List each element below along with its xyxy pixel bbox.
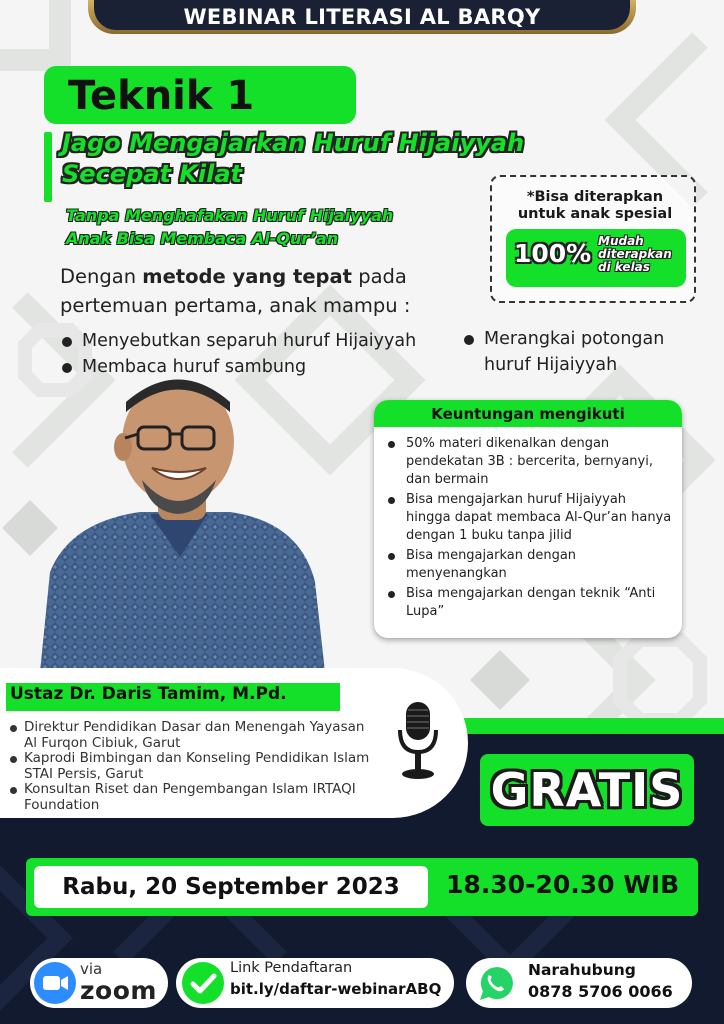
registration-label: Link Pendaftaran [230, 960, 353, 976]
list-item: Direktur Pendidikan Dasar dan Menengah Yayasan Al Furqon Cibiuk, Garut [10, 720, 370, 751]
header-title: WEBINAR LITERASI AL BARQY [183, 5, 541, 29]
contact-number[interactable]: 0878 5706 0066 [528, 982, 673, 1001]
speaker-photo [30, 372, 330, 672]
accent-bar [44, 132, 52, 202]
event-date: Rabu, 20 September 2023 [62, 874, 400, 900]
benefits-card [374, 400, 682, 638]
subheadline-line-1: Tanpa Menghafakan Huruf Hijaiyyah [66, 206, 394, 225]
easy-apply-badge [506, 229, 686, 287]
intro-suffix: pada pertemuan pertama, anak mampu : [60, 265, 411, 317]
list-item: Kaprodi Bimbingan dan Konseling Pendidikan Islam STAI Persis, Garut [10, 751, 370, 782]
list-item: Membaca huruf sambung [60, 354, 480, 380]
percent-label: 100% [514, 239, 592, 268]
list-item: Bisa mengajarkan huruf Hijaiyyah hingga dapat membaca Al-Qur’an hanya dengan 1 buku tanpa jilid [382, 491, 672, 545]
list-item: Menyebutkan separuh huruf Hijaiyyah [60, 328, 480, 354]
subheadline-line-2: Anak Bisa Membaca Al-Qur’an [66, 229, 339, 248]
intro-prefix: Dengan [60, 265, 143, 288]
teknik-label-wrap [58, 72, 348, 120]
header-banner [88, 0, 636, 34]
list-item: Merangkai potongan huruf Hijaiyyah [462, 326, 702, 378]
zoom-camera-icon [34, 962, 76, 1004]
event-time: 18.30-20.30 WIB [446, 870, 680, 899]
whatsapp-icon [474, 962, 516, 1004]
free-label: GRATIS [490, 763, 684, 817]
special-needs-box [490, 175, 696, 303]
subheadline [66, 204, 486, 250]
zoom-via: via [80, 960, 103, 978]
intro-text [60, 262, 480, 320]
free-badge [480, 754, 694, 826]
benefits-list [374, 427, 682, 621]
speaker-name: Ustaz Dr. Daris Tamim, M.Pd. [10, 684, 287, 704]
date-box [34, 866, 428, 908]
contact-badge [466, 958, 692, 1008]
registration-link[interactable]: bit.ly/daftar-webinarABQ [230, 980, 442, 998]
easy-apply-text: Mudah diterapkan di kelas [598, 234, 672, 274]
list-item: 50% materi dikenalkan dengan pendekatan 3B : bercerita, bernyanyi, dan bermain [382, 435, 672, 489]
benefits-title: Keuntungan mengikuti [374, 400, 682, 427]
list-item: Bisa mengajarkan dengan teknik “Anti Lupa” [382, 585, 672, 621]
contact-label: Narahubung [528, 961, 636, 979]
registration-badge [176, 958, 454, 1008]
zoom-label: zoom [80, 976, 157, 1005]
intro-bold: metode yang tepat [142, 265, 352, 288]
zoom-badge [30, 958, 168, 1008]
list-item: Konsultan Riset dan Pengembangan Islam IRTAQI Foundation [10, 782, 370, 813]
headline-line-2: Secepat Kilat [62, 160, 242, 188]
speaker-roles [10, 720, 370, 813]
abilities-list-right [462, 326, 702, 378]
list-item: Bisa mengajarkan dengan menyenangkan [382, 547, 672, 583]
headline-line-1: Jago Mengajarkan Huruf Hijaiyyah [62, 129, 525, 157]
microphone-icon [390, 700, 446, 784]
teknik-title: Teknik 1 [68, 73, 255, 119]
special-note: *Bisa diterapkan untuk anak spesial [517, 189, 673, 222]
check-circle-icon [182, 962, 224, 1004]
